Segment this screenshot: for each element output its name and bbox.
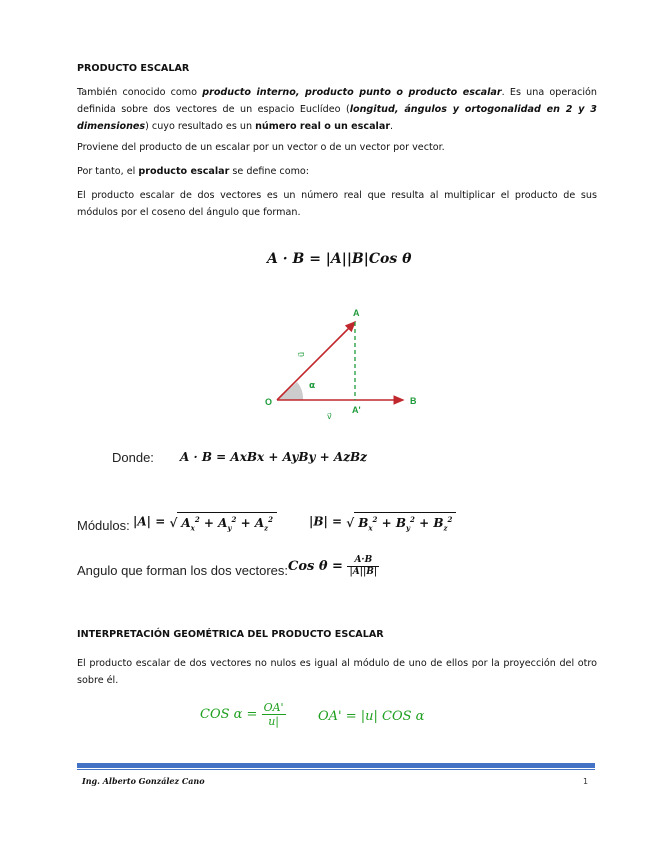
cos-alpha-denominator: u| bbox=[268, 715, 279, 728]
angulo-label: Angulo que forman los dos vectores: bbox=[77, 563, 289, 578]
page-title: PRODUCTO ESCALAR bbox=[77, 63, 190, 74]
modulo-a-lhs: |A| = bbox=[133, 514, 166, 529]
intro-bold-3: número real o un escalar bbox=[255, 121, 391, 132]
modulo-b-formula bbox=[309, 512, 456, 532]
paragraph-3 bbox=[77, 163, 597, 180]
vector-diagram bbox=[255, 300, 435, 430]
label-a-prime: A' bbox=[352, 405, 361, 415]
label-u: u⃗ bbox=[297, 351, 306, 357]
footer-line bbox=[77, 769, 595, 770]
angulo-numerator: A·B bbox=[347, 555, 379, 567]
label-alpha: α bbox=[309, 381, 316, 391]
paragraph-2: Proviene del producto de un escalar por un vector o de un vector por vector. bbox=[77, 142, 445, 153]
footer-bar-left bbox=[77, 763, 335, 768]
p3-text-1: Por tanto, el bbox=[77, 166, 139, 177]
intro-text-4: . bbox=[390, 121, 394, 132]
cos-alpha-lhs: COS α = bbox=[200, 707, 258, 722]
p3-text-2: se define como: bbox=[229, 166, 310, 177]
intro-bold-2: longitud, ángulos y ortogonalidad en 2 y 3 dimensiones bbox=[77, 104, 597, 132]
intro-text-2: . Es una operación definida sobre dos vectores de un espacio Euclídeo ( bbox=[77, 87, 597, 115]
section2-title: INTERPRETACIÓN GEOMÉTRICA DEL PRODUCTO ESCALAR bbox=[77, 629, 384, 640]
intro-text-1: También conocido como bbox=[77, 87, 203, 98]
donde-formula bbox=[180, 450, 367, 464]
modulo-b-lhs: |B| = bbox=[309, 514, 343, 529]
angulo-fraction bbox=[347, 555, 379, 578]
donde-formula-text: A · B = AxBx + AyBy + AzBz bbox=[180, 450, 367, 464]
sqrt-b: √ $B_x^2 + B_y^2 + B_z^2$ bbox=[346, 512, 456, 532]
projection-formula: OA' = |u| COS α bbox=[318, 709, 425, 724]
angulo-formula bbox=[288, 555, 379, 578]
section2-paragraph: El producto escalar de dos vectores no nulos es igual al módulo de uno de ellos por la proyección del otro sobre él. bbox=[77, 658, 597, 686]
intro-paragraph bbox=[77, 84, 597, 135]
label-v: v⃗ bbox=[327, 412, 332, 421]
label-a: A bbox=[353, 308, 360, 318]
page-number: 1 bbox=[583, 777, 589, 786]
paragraph-4: El producto escalar de dos vectores es un número real que resulta al multiplicar el producto de sus módulos por el coseno del ángulo que forman. bbox=[77, 190, 597, 218]
modulo-a-formula bbox=[133, 512, 277, 532]
cos-alpha-formula bbox=[200, 701, 286, 728]
label-o: O bbox=[265, 397, 273, 407]
cos-alpha-numerator: OA' bbox=[263, 701, 284, 714]
angulo-denominator: |A||B| bbox=[349, 567, 378, 577]
angulo-lhs: Cos θ = bbox=[288, 559, 343, 574]
donde-label: Donde: bbox=[112, 450, 154, 465]
sqrt-a: √ $A_x^2 + A_y^2 + A_z^2$ bbox=[169, 512, 277, 532]
modulos-label: Módulos: bbox=[77, 518, 130, 533]
vector-a-line bbox=[277, 322, 355, 400]
main-formula: A · B = |A||B|Cos θ bbox=[267, 251, 412, 267]
footer-bar-right bbox=[335, 763, 595, 768]
cos-alpha-fraction bbox=[262, 701, 286, 728]
p3-bold: producto escalar bbox=[138, 166, 230, 177]
intro-bold-1: producto interno, producto punto o producto escalar bbox=[202, 87, 502, 98]
angle-wedge bbox=[277, 382, 303, 400]
label-b: B bbox=[410, 396, 417, 406]
footer-author: Ing. Alberto González Cano bbox=[82, 776, 205, 786]
intro-text-3: ) cuyo resultado es un bbox=[145, 121, 256, 132]
